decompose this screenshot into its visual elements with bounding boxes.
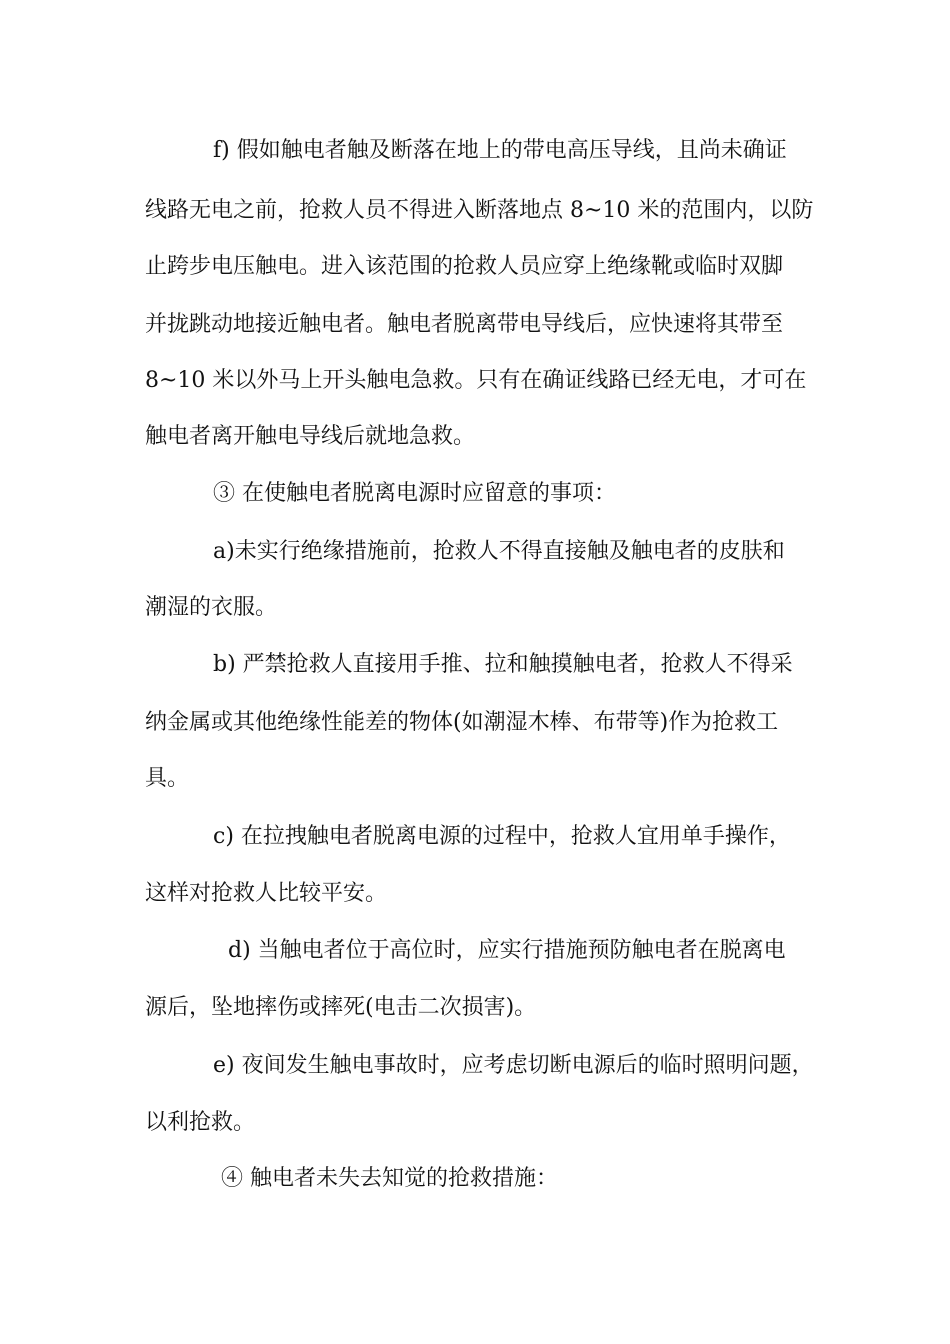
text-line: 并拢跳动地接近触电者。触电者脱离带电导线后，应快速将其带至: [145, 312, 784, 337]
text-line: 8~10 米以外马上开头触电急救。只有在确证线路已经无电，才可在: [145, 368, 807, 393]
section-heading: ③ 在使触电者脱离电源时应留意的事项：: [213, 481, 616, 506]
text-line: 潮湿的衣服。: [145, 595, 278, 620]
text-line: 线路无电之前，抢救人员不得进入断落地点 8~10 米的范围内，以防: [145, 198, 814, 223]
text-line: c) 在拉拽触电者脱离电源的过程中，抢救人宜用单手操作，: [213, 824, 791, 849]
text-line: 这样对抢救人比较平安。: [145, 881, 388, 906]
text-line: d) 当触电者位于高位时，应实行措施预防触电者在脱离电: [228, 938, 786, 963]
text-line: 纳金属或其他绝缘性能差的物体(如潮湿木棒、布带等)作为抢救工: [145, 710, 779, 735]
text-line: b) 严禁抢救人直接用手推、拉和触摸触电者，抢救人不得采: [213, 652, 793, 677]
text-line: f) 假如触电者触及断落在地上的带电高压导线，且尚未确证: [213, 138, 787, 163]
text-line: 止跨步电压触电。进入该范围的抢救人员应穿上绝缘靴或临时双脚: [145, 254, 784, 279]
section-heading: ④ 触电者未失去知觉的抢救措施：: [221, 1166, 558, 1191]
text-line: a)未实行绝缘措施前，抢救人不得直接触及触电者的皮肤和: [213, 539, 785, 564]
text-line: 具。: [145, 766, 190, 791]
text-line: e) 夜间发生触电事故时，应考虑切断电源后的临时照明问题，: [213, 1053, 814, 1078]
text-line: 以利抢救。: [145, 1110, 256, 1135]
text-line: 触电者离开触电导线后就地急救。: [145, 424, 476, 449]
text-line: 源后，坠地摔伤或摔死(电击二次损害)。: [145, 995, 537, 1020]
